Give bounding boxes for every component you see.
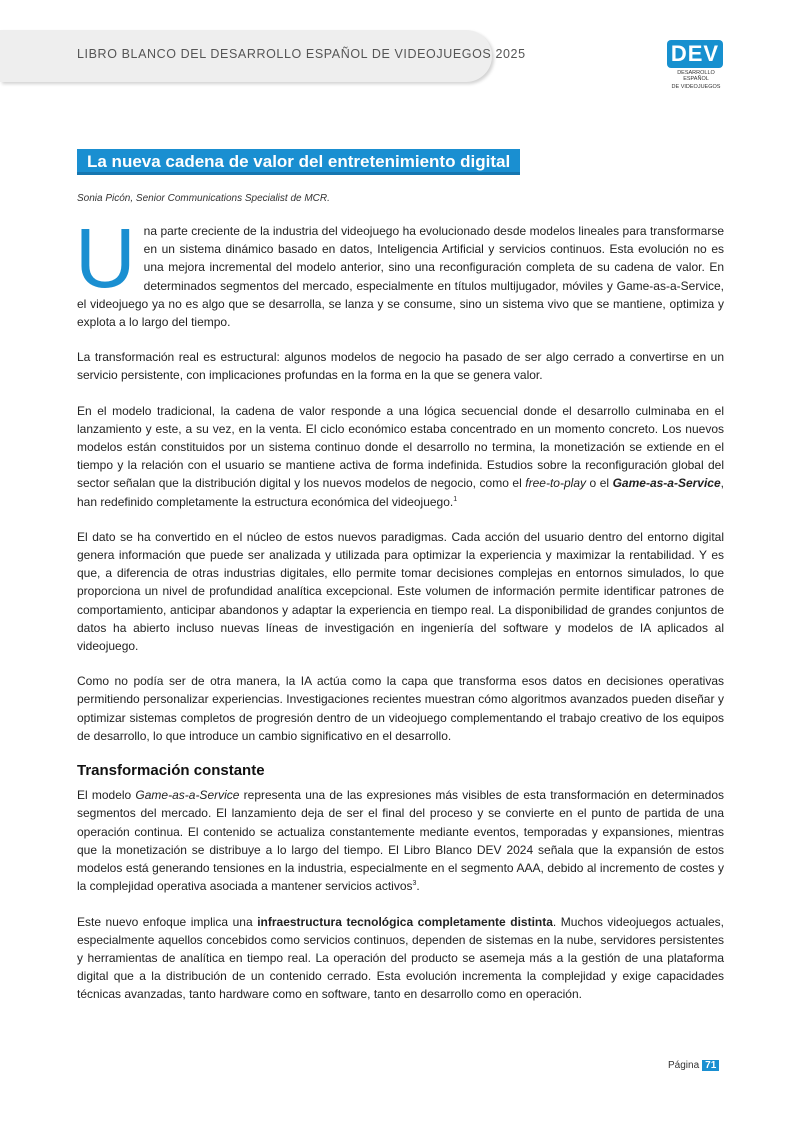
page-label: Página [668, 1060, 700, 1071]
paragraph-3-italic: free-to-play [525, 476, 586, 491]
paragraph-5: Como no podía ser de otra manera, la IA actúa como la capa que transforma esos datos en decisiones operativas permitiendo personalizar experiencias. Investigaciones recientes muestran cómo algoritmos avanzados pueden diseñar y optimizar sistemas completos de progresión dentro de un videojuego complementando el trabajo creativo de los equipos de desarrollo, lo que introduce un cambio significativo en el desarrollo. [77, 674, 724, 743]
paragraph-2: La transformación real es estructural: algunos modelos de negocio ha pasado de ser algo cerrado a convertirse en un servicio persistente, con implicaciones profundas en la forma en la que se genera valor. [77, 350, 724, 383]
footnote-ref-3: 3 [412, 880, 417, 888]
paragraph-4: El dato se ha convertido en el núcleo de estos nuevos paradigmas. Cada acción del usuario dentro del entorno digital genera información que puede ser analizada y utilizada para optimizar la experiencia y maximizar la rentabilidad. Y es que, a diferencia de otras industrias digitales, ello permite tomar decisiones complejas en entornos simulados, lo que proporciona un nivel de profundidad analítica excepcional. Este volumen de información permite identificar patrones de comportamiento, anticipar abandonos y adaptar la experiencia en tiempo real. La disponibilidad de grandes conjuntos de datos ha abierto incluso nuevas líneas de investigación en ingeniería del software y modelos de IA aplicados al videojuego. [77, 529, 724, 654]
subheading: Transformación constante [77, 762, 265, 780]
paragraph-7-text-a: Este nuevo enfoque implica una [77, 914, 258, 929]
page-footer [668, 1060, 719, 1071]
document-title: LIBRO BLANCO DEL DESARROLLO ESPAÑOL DE VIDEOJUEGOS 2025 [77, 47, 526, 61]
paragraph-6-text-c: . [416, 879, 420, 894]
logo-mark: DEV [667, 40, 723, 68]
paragraph-3-bold: Game-as-a-Service [612, 476, 721, 491]
article-body [75, 211, 725, 1021]
paragraph-1-text: na parte creciente de la industria del videojuego ha evolucionado desde modelos lineales para transformarse en un sistema dinámico basado en datos, Inteligencia Artificial y servicios continuos. Esta evolución no es una mejora incremental del modelo anterior, sino una reconfiguración completa de su cadena de valor. En determinados segmentos del mercado, especialmente en títulos multijugador, móviles y Game-as-a-Service, el videojuego ya no es algo que se desarrolla, se lanza y se consume, sino un sistema vivo que se mantiene, optimiza y explota a lo largo del tiempo. [77, 224, 724, 330]
paragraph-7-text-b: . Muchos videojuegos actuales, especialmente aquellos concebidos como servicios continuos, dependen de sistemas en la nube, servidores persistentes y herramientas de analítica en tiempo real. La operación del producto se asemeja más a la gestión de una plataforma digital que a la distribución de un contenido cerrado. Esta evolución incrementa la complejidad y exige capacidades técnicas avanzadas, tanto hardware como en software, tanto en desarrollo como en operación. [77, 914, 724, 1002]
dev-logo [667, 40, 725, 90]
section-title: La nueva cadena de valor del entretenimiento digital [77, 149, 520, 175]
paragraph-3-text-b: o el [586, 476, 613, 491]
paragraph-7 [77, 913, 724, 1004]
logo-caption-2: DE VIDEOJUEGOS [671, 84, 721, 90]
page-number: 71 [702, 1060, 719, 1071]
paragraph-6-text-a: El modelo [77, 788, 136, 803]
paragraph-6-italic: Game-as-a-Service [135, 788, 240, 803]
paragraph-3 [77, 402, 724, 511]
drop-cap: U [75, 211, 136, 305]
logo-caption-1: DESARROLLO ESPAÑOL [677, 70, 715, 82]
paragraph-6 [77, 786, 724, 895]
paragraph-3-text-c: , han redefinido completamente la estructura económica del videojuego. [77, 476, 725, 509]
paragraph-7-bold: infraestructura tecnológica completamente distinta [257, 914, 553, 929]
paragraph-6-text-b: representa una de las expresiones más visibles de esta transformación en determinados segmentos del mercado. El lanzamiento deja de ser el final del proceso y se convierte en el punto de partida de una operación continua. El contenido se actualiza constantemente mediante eventos, temporadas y expansiones, mientras que la monetización se distribuye a lo largo del tiempo. El Libro Blanco DEV 2024 señala que la expansión de estos modelos está generando tensiones en la industria, especialmente en el segmento AAA, debido al incremento de costes y la complejidad operativa asociada a mantener servicios activos [77, 788, 724, 894]
footnote-ref-1: 1 [453, 495, 458, 503]
paragraph-3-text-a: En el modelo tradicional, la cadena de valor responde a una lógica secuencial donde el desarrollo culminaba en el lanzamiento y este, a su vez, en la venta. El ciclo económico estaba concentrado en un momento concreto. Los nuevos modelos están constituidos por un sistema continuo donde el desarrollo no termina, la monetización se extiende en el tiempo y la relación con el usuario se mantiene activa de forma indefinida. Estudios sobre la reconfiguración global del sector señalan que la distribución digital y los nuevos modelos de negocio, como el [77, 403, 724, 491]
author-credit: Sonia Picón, Senior Communications Specialist de MCR. [77, 193, 330, 204]
paragraph-1 [75, 211, 724, 331]
